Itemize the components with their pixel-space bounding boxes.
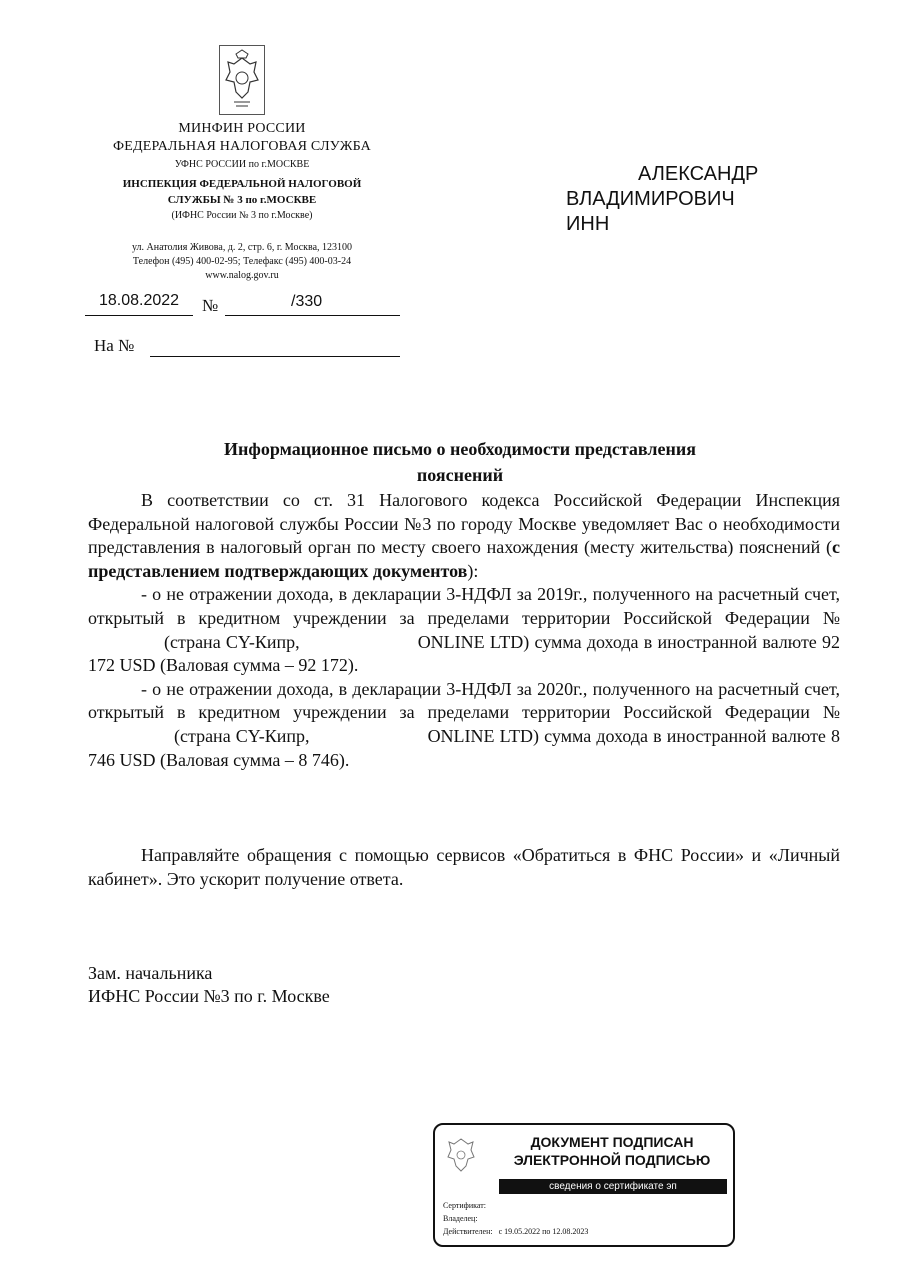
services-block [88,844,840,891]
office-address: ул. Анатолия Живова, д. 2, стр. 6, г. Москва, 123100 [131,242,353,253]
letter-title-line1: Информационное письмо о необходимости представления [224,439,696,459]
letter-date: 18.08.2022 [85,292,193,316]
letter-body [88,489,840,772]
recipient-first-name: АЛЕКСАНДР [638,163,759,185]
stamp-emblem-icon [443,1133,479,1177]
services-paragraph: Направляйте обращения с помощью сервисов «Обратиться в ФНС России» и «Личный кабинет». Это ускорит получение ответа. [88,845,840,889]
service-name: ФЕДЕРАЛЬНАЯ НАЛОГОВАЯ СЛУЖБА [112,139,371,154]
item-2020-text: - о не отражении дохода, в декларации 3-НДФЛ за 2020г., полученного на расчетный счет, открытый в кредитном учреждении за пределами территории Российской Федерации № [88,678,840,723]
item-2020-amount: сумма дохода в иностранной валюте 8 746 USD (Валовая сумма – 8 746). [88,725,841,770]
item-2019-country: (страна CY-Кипр, [164,631,300,652]
item-2020-company: ONLINE LTD) [427,725,539,746]
stamp-title-line1: ДОКУМЕНТ ПОДПИСАН [530,1134,694,1150]
signer-position: Зам. начальника [88,963,213,983]
certificate-info-bar: сведения о сертификате эп [499,1179,727,1194]
intro-bold-text: с представлением подтверждающих документов [88,537,840,581]
validity-value: с 19.05.2022 по 12.08.2023 [498,1227,589,1236]
certificate-label: Сертификат: [443,1201,486,1210]
recipient-block [566,162,758,237]
office-website: www.nalog.gov.ru [205,270,279,281]
letter-title [150,436,770,488]
department-name: УФНС РОССИИ по г.МОСКВЕ [174,159,310,170]
signer-office: ИФНС России №3 по г. Москве [88,986,330,1006]
recipient-patronymic: ВЛАДИМИРОВИЧ [566,188,735,210]
letter-title-line2: пояснений [416,465,504,485]
item-2020-paragraph [88,678,840,772]
validity-label: Действителен: [443,1227,493,1236]
stamp-title [493,1133,731,1169]
letter-number-field [225,292,400,316]
inspection-short-name: (ИФНС России № 3 по г.Москве) [171,210,313,221]
validity-row [443,1227,588,1237]
reply-number-field [150,336,400,357]
item-2019-amount: сумма дохода в иностранной валюте 92 172 USD (Валовая сумма – 92 172). [88,631,841,676]
reply-label: На № [94,336,135,355]
recipient-inn-label: ИНН [566,213,610,235]
item-2019-text: - о не отражении дохода, в декларации 3-НДФЛ за 2019г., полученного на расчетный счет, открытый в кредитном учреждении за пределами территории Российской Федерации № [88,584,840,628]
coat-of-arms-icon [219,45,265,115]
intro-text-end: ): [467,560,479,581]
intro-paragraph [88,489,840,583]
item-2020-country: (страна CY-Кипр, [174,725,310,746]
item-2019-paragraph [88,583,840,677]
signature-block [88,962,330,1008]
owner-label: Владелец: [443,1214,478,1223]
inspection-name-line2: СЛУЖБЫ № 3 по г.МОСКВЕ [167,194,317,206]
intro-text: В соответствии со ст. 31 Налогового кодекса Российской Федерации Инспекция Федеральной налоговой службы России №3 по городу Москве уведомляет Вас о необходимости представления в налоговый орган по месту своего нахождения (месту жительства) пояснений ( [88,490,840,558]
item-2019-company: ONLINE LTD) [417,631,530,652]
ministry-name: МИНФИН РОССИИ [178,121,306,136]
stamp-title-line2: ЭЛЕКТРОННОЙ ПОДПИСЬЮ [513,1152,711,1168]
e-signature-stamp [433,1123,735,1247]
inspection-name-line1: ИНСПЕКЦИЯ ФЕДЕРАЛЬНОЙ НАЛОГОВОЙ [122,178,362,190]
office-phones: Телефон (495) 400-02-95; Телефакс (495) 400-03-24 [132,256,352,267]
number-label: № [202,296,219,315]
letter-number: /330 [291,293,323,310]
